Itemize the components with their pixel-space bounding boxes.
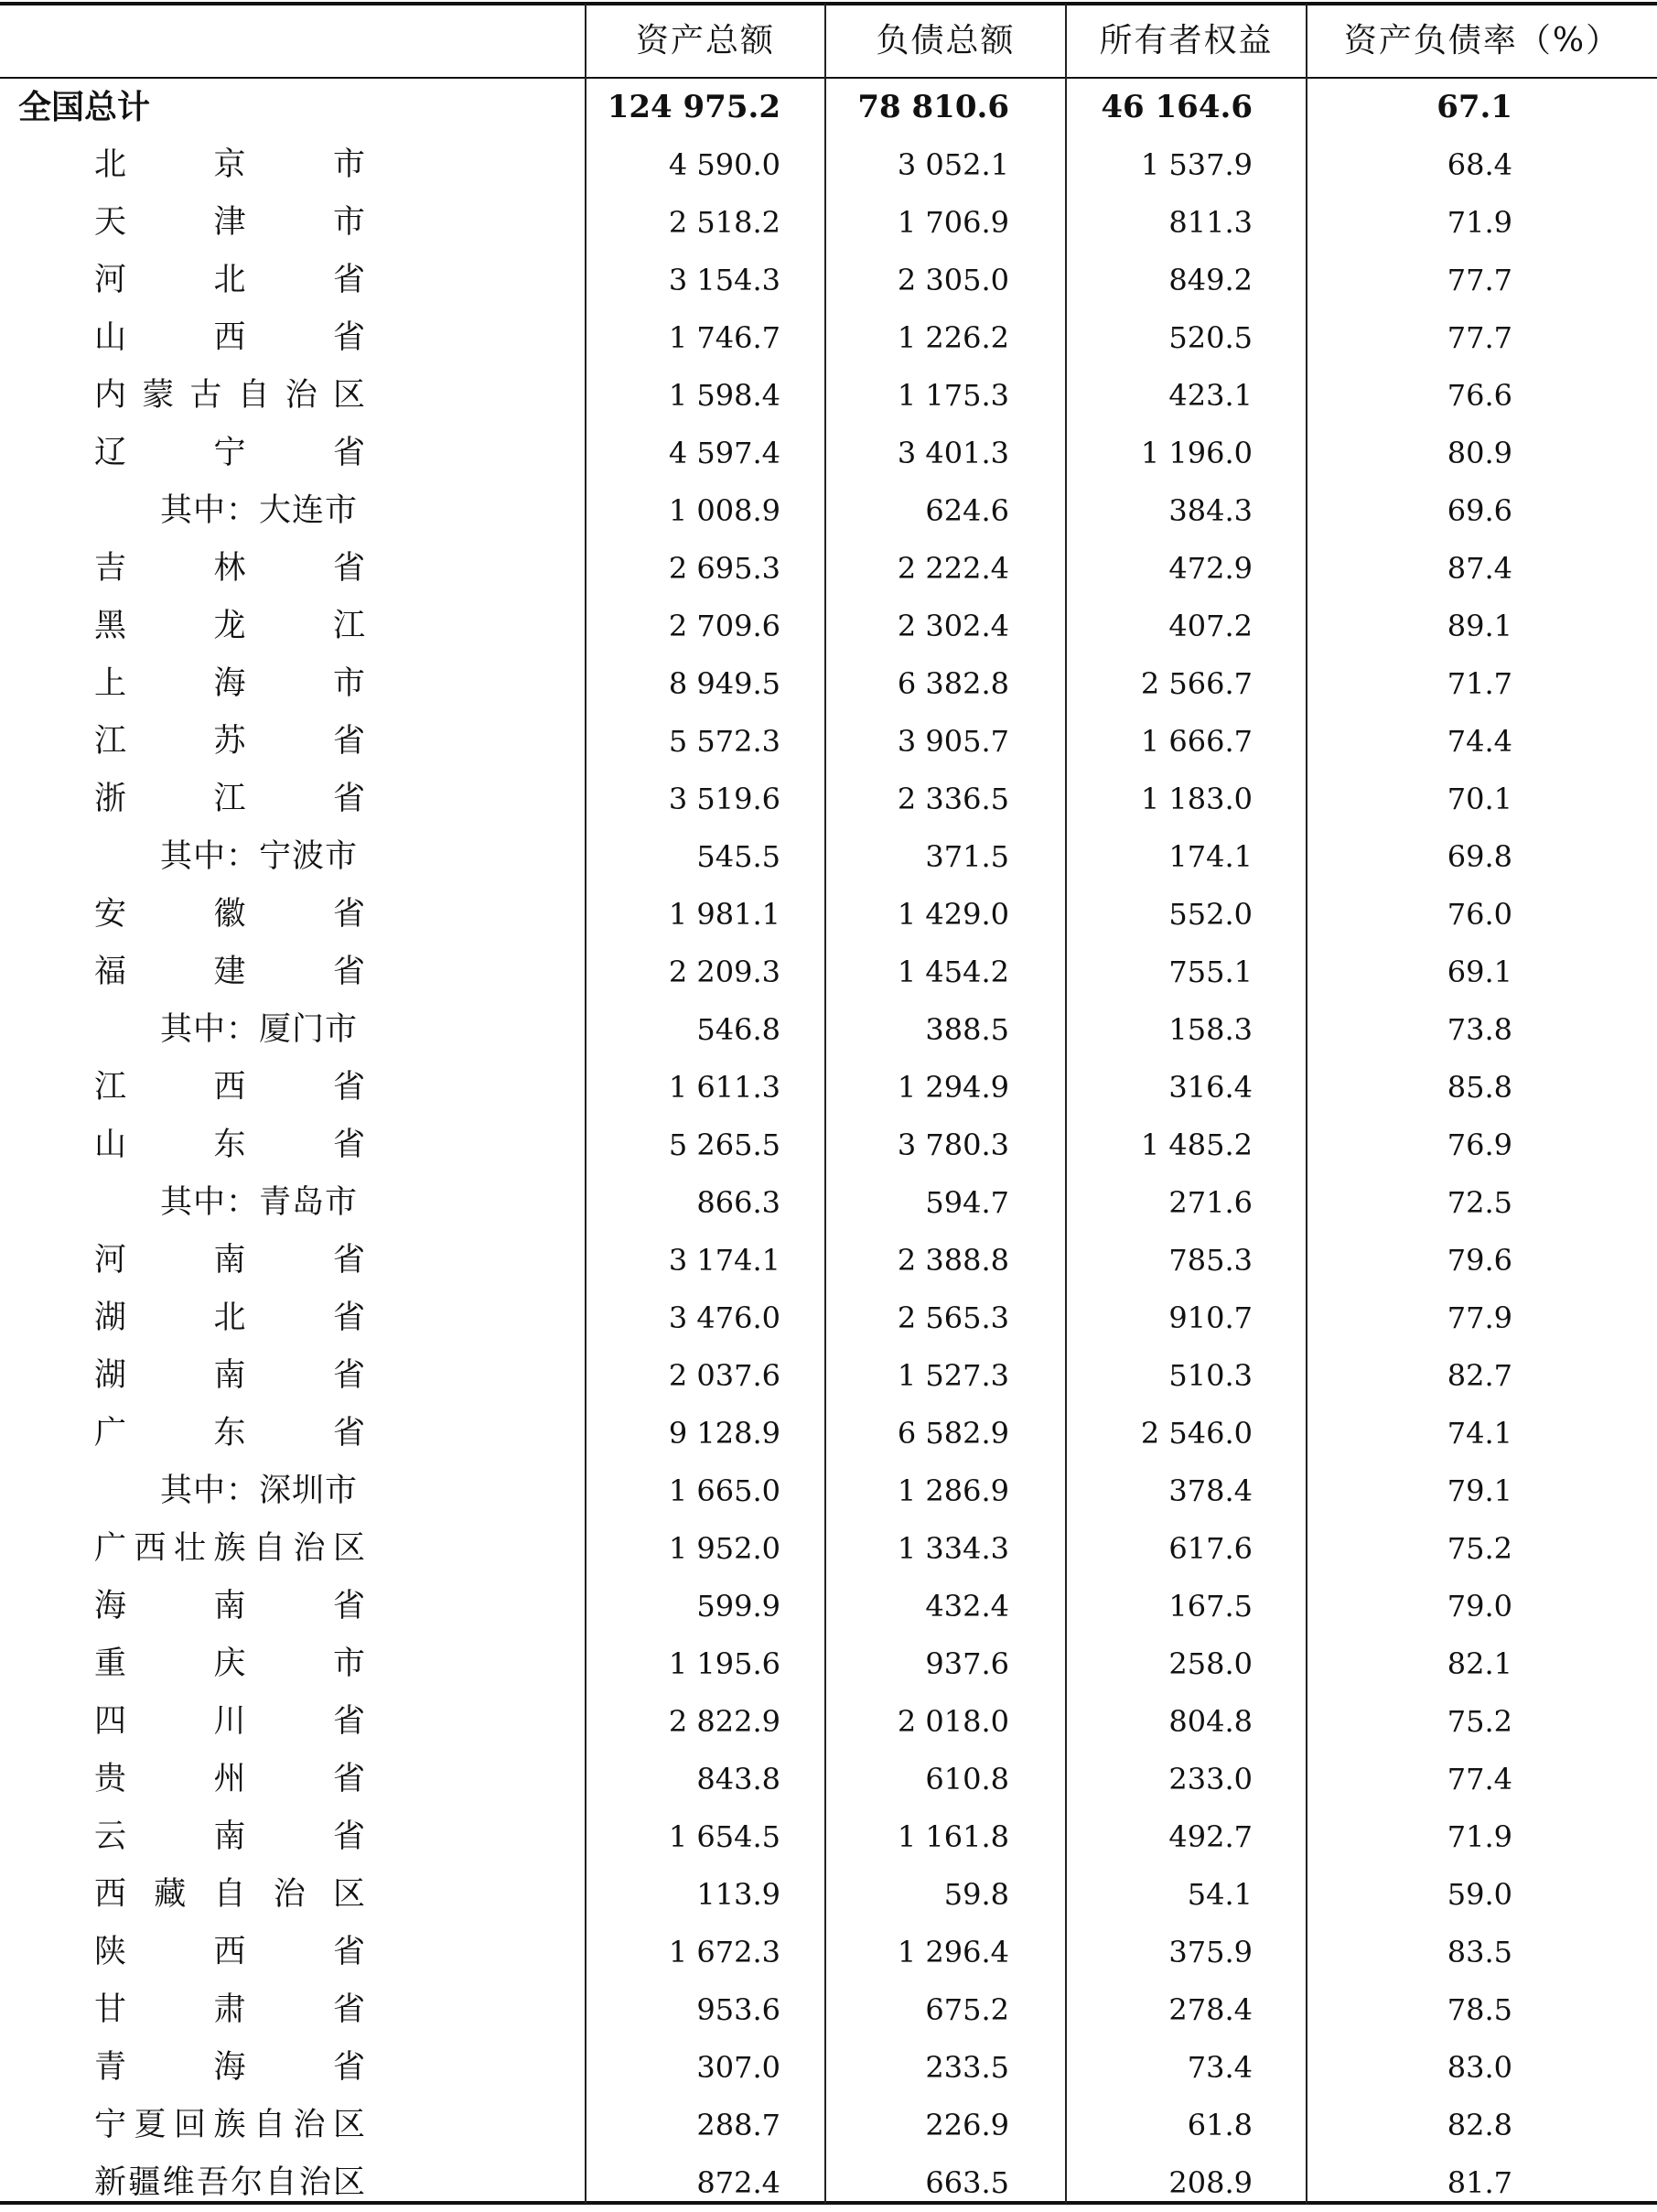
cell-total-assets: 1 981.1 — [668, 897, 780, 932]
cell-total-liabilities: 226.9 — [925, 2108, 1009, 2142]
cell-total-assets: 3 519.6 — [668, 782, 780, 816]
cell-debt-ratio: 77.7 — [1447, 320, 1512, 355]
cell-debt-ratio: 76.0 — [1447, 897, 1512, 932]
cell-owner-equity: 785.3 — [1168, 1243, 1253, 1278]
table-row — [0, 540, 1657, 598]
cell-total-assets: 599.9 — [696, 1589, 780, 1624]
cell-owner-equity: 271.6 — [1168, 1185, 1253, 1220]
cell-total-assets: 872.4 — [696, 2165, 780, 2200]
cell-owner-equity: 510.3 — [1168, 1358, 1253, 1393]
cell-owner-equity: 61.8 — [1187, 2108, 1253, 2142]
table-header — [0, 5, 1657, 77]
table-row — [0, 1808, 1657, 1866]
cell-debt-ratio: 82.7 — [1447, 1358, 1512, 1393]
table-row — [0, 1347, 1657, 1405]
row-label: 河南省 — [94, 1242, 365, 1279]
cell-total-assets: 2 822.9 — [668, 1704, 780, 1739]
cell-owner-equity: 423.1 — [1168, 378, 1253, 413]
cell-debt-ratio: 75.2 — [1447, 1531, 1512, 1566]
cell-owner-equity: 407.2 — [1168, 609, 1253, 643]
cell-debt-ratio: 77.7 — [1447, 263, 1512, 297]
cell-debt-ratio: 77.4 — [1447, 1762, 1512, 1797]
cell-total-assets: 2 518.2 — [668, 205, 780, 240]
row-label: 黑龙江 — [94, 608, 365, 644]
header-debt-ratio: 资产负债率（%） — [1343, 22, 1621, 59]
cell-debt-ratio: 71.9 — [1447, 205, 1512, 240]
row-label: 其中：宁波市 — [160, 838, 359, 875]
cell-owner-equity: 54.1 — [1187, 1877, 1253, 1912]
cell-owner-equity: 1 196.0 — [1140, 436, 1253, 470]
cell-debt-ratio: 80.9 — [1447, 436, 1512, 470]
cell-total-assets: 307.0 — [696, 2050, 780, 2085]
table-row — [0, 1462, 1657, 1520]
cell-debt-ratio: 79.6 — [1447, 1243, 1512, 1278]
row-label: 上海市 — [94, 665, 365, 702]
table-row — [0, 655, 1657, 713]
row-label: 重庆市 — [94, 1646, 365, 1682]
cell-owner-equity: 158.3 — [1168, 1012, 1253, 1047]
cell-total-assets: 4 590.0 — [668, 147, 780, 182]
row-label: 新疆维吾尔自治区 — [94, 2164, 365, 2201]
cell-owner-equity: 2 566.7 — [1140, 666, 1253, 701]
table-row — [0, 1578, 1657, 1635]
cell-total-liabilities: 78 810.6 — [857, 89, 1009, 125]
cell-total-liabilities: 371.5 — [925, 839, 1009, 874]
row-label: 天津市 — [94, 204, 365, 241]
row-label: 西藏自治区 — [94, 1876, 365, 1913]
cell-total-assets: 1 665.0 — [668, 1473, 780, 1508]
cell-total-liabilities: 2 018.0 — [897, 1704, 1009, 1739]
cell-total-assets: 1 598.4 — [668, 378, 780, 413]
table-row — [0, 1520, 1657, 1578]
cell-total-liabilities: 6 582.9 — [897, 1416, 1009, 1451]
table-row — [0, 2039, 1657, 2097]
cell-debt-ratio: 76.6 — [1447, 378, 1512, 413]
cell-debt-ratio: 83.0 — [1447, 2050, 1512, 2085]
header-owner-equity: 所有者权益 — [1099, 22, 1274, 59]
table-row — [0, 194, 1657, 252]
table-row — [0, 1693, 1657, 1751]
cell-total-liabilities: 1 294.9 — [897, 1070, 1009, 1105]
table-row — [0, 1635, 1657, 1693]
table-row — [0, 771, 1657, 828]
cell-total-liabilities: 1 706.9 — [897, 205, 1009, 240]
row-label: 安徽省 — [94, 896, 365, 933]
cell-total-assets: 9 128.9 — [668, 1416, 780, 1451]
cell-debt-ratio: 59.0 — [1447, 1877, 1512, 1912]
cell-owner-equity: 316.4 — [1168, 1070, 1253, 1105]
cell-total-liabilities: 937.6 — [925, 1646, 1009, 1681]
cell-total-assets: 1 611.3 — [668, 1070, 780, 1105]
row-label: 福建省 — [94, 954, 365, 990]
cell-total-liabilities: 3 401.3 — [897, 436, 1009, 470]
row-label: 河北省 — [94, 262, 365, 298]
row-label: 其中：深圳市 — [160, 1473, 359, 1509]
cell-total-liabilities: 2 305.0 — [897, 263, 1009, 297]
cell-owner-equity: 2 546.0 — [1140, 1416, 1253, 1451]
cell-total-assets: 5 265.5 — [668, 1128, 780, 1162]
cell-debt-ratio: 87.4 — [1447, 551, 1512, 586]
cell-debt-ratio: 76.9 — [1447, 1128, 1512, 1162]
cell-total-assets: 288.7 — [696, 2108, 780, 2142]
cell-owner-equity: 520.5 — [1168, 320, 1253, 355]
cell-owner-equity: 278.4 — [1168, 1992, 1253, 2027]
table-row — [0, 713, 1657, 771]
cell-owner-equity: 1 666.7 — [1140, 724, 1253, 759]
cell-total-liabilities: 2 388.8 — [897, 1243, 1009, 1278]
cell-total-assets: 545.5 — [696, 839, 780, 874]
cell-total-liabilities: 663.5 — [925, 2165, 1009, 2200]
cell-owner-equity: 233.0 — [1168, 1762, 1253, 1797]
table-row — [0, 1174, 1657, 1232]
cell-owner-equity: 378.4 — [1168, 1473, 1253, 1508]
table-row — [0, 482, 1657, 540]
cell-total-liabilities: 610.8 — [925, 1762, 1009, 1797]
cell-total-assets: 2 209.3 — [668, 955, 780, 989]
cell-total-liabilities: 1 175.3 — [897, 378, 1009, 413]
cell-total-assets: 3 476.0 — [668, 1300, 780, 1335]
row-label: 其中：厦门市 — [160, 1011, 359, 1048]
cell-debt-ratio: 79.0 — [1447, 1589, 1512, 1624]
cell-debt-ratio: 69.6 — [1447, 493, 1512, 528]
cell-total-assets: 1 195.6 — [668, 1646, 780, 1681]
row-label: 湖南省 — [94, 1357, 365, 1394]
cell-total-liabilities: 6 382.8 — [897, 666, 1009, 701]
cell-total-assets: 4 597.4 — [668, 436, 780, 470]
cell-owner-equity: 174.1 — [1168, 839, 1253, 874]
cell-total-assets: 1 746.7 — [668, 320, 780, 355]
cell-total-assets: 5 572.3 — [668, 724, 780, 759]
cell-debt-ratio: 75.2 — [1447, 1704, 1512, 1739]
cell-total-liabilities: 1 334.3 — [897, 1531, 1009, 1566]
cell-debt-ratio: 82.8 — [1447, 2108, 1512, 2142]
row-label: 宁夏回族自治区 — [94, 2107, 365, 2143]
cell-total-liabilities: 1 226.2 — [897, 320, 1009, 355]
cell-total-liabilities: 388.5 — [925, 1012, 1009, 1047]
table-row — [0, 309, 1657, 367]
cell-owner-equity: 811.3 — [1168, 205, 1253, 240]
cell-owner-equity: 472.9 — [1168, 551, 1253, 586]
cell-total-liabilities: 594.7 — [925, 1185, 1009, 1220]
table-row — [0, 598, 1657, 655]
cell-total-assets: 1 672.3 — [668, 1935, 780, 1969]
cell-total-assets: 1 008.9 — [668, 493, 780, 528]
cell-debt-ratio: 68.4 — [1447, 147, 1512, 182]
table-row — [0, 1981, 1657, 2039]
cell-total-liabilities: 2 222.4 — [897, 551, 1009, 586]
cell-debt-ratio: 67.1 — [1436, 89, 1512, 125]
table-row — [0, 1289, 1657, 1347]
table-row — [0, 1059, 1657, 1117]
cell-total-assets: 3 154.3 — [668, 263, 780, 297]
cell-debt-ratio: 77.9 — [1447, 1300, 1512, 1335]
cell-total-liabilities: 1 286.9 — [897, 1473, 1009, 1508]
row-label: 北京市 — [94, 146, 365, 183]
cell-debt-ratio: 69.8 — [1447, 839, 1512, 874]
cell-total-assets: 2 695.3 — [668, 551, 780, 586]
cell-debt-ratio: 79.1 — [1447, 1473, 1512, 1508]
cell-total-assets: 124 975.2 — [607, 89, 780, 125]
table-row — [0, 828, 1657, 886]
cell-total-assets: 1 952.0 — [668, 1531, 780, 1566]
header-total-assets: 资产总额 — [635, 22, 775, 59]
table-row — [0, 2097, 1657, 2154]
table-row — [0, 1001, 1657, 1059]
cell-total-assets: 843.8 — [696, 1762, 780, 1797]
row-label: 山东省 — [94, 1127, 365, 1163]
cell-total-liabilities: 1 161.8 — [897, 1819, 1009, 1854]
cell-total-liabilities: 675.2 — [925, 1992, 1009, 2027]
table-row — [0, 1924, 1657, 1981]
cell-total-liabilities: 59.8 — [943, 1877, 1009, 1912]
row-label: 其中：大连市 — [160, 492, 359, 529]
cell-owner-equity: 258.0 — [1168, 1646, 1253, 1681]
cell-total-liabilities: 1 527.3 — [897, 1358, 1009, 1393]
row-label: 内蒙古自治区 — [94, 377, 365, 414]
cell-debt-ratio: 70.1 — [1447, 782, 1512, 816]
table-row — [0, 1405, 1657, 1462]
table-row — [0, 367, 1657, 425]
cell-owner-equity: 552.0 — [1168, 897, 1253, 932]
row-label: 陕西省 — [94, 1934, 365, 1970]
table-row — [0, 2154, 1657, 2212]
cell-owner-equity: 208.9 — [1168, 2165, 1253, 2200]
table-row — [0, 1117, 1657, 1174]
row-label: 全国总计 — [18, 89, 151, 126]
row-label: 湖北省 — [94, 1300, 365, 1336]
cell-debt-ratio: 72.5 — [1447, 1185, 1512, 1220]
row-label: 贵州省 — [94, 1761, 365, 1797]
cell-debt-ratio: 74.1 — [1447, 1416, 1512, 1451]
cell-debt-ratio: 78.5 — [1447, 1992, 1512, 2027]
cell-total-liabilities: 1 454.2 — [897, 955, 1009, 989]
cell-total-liabilities: 3 052.1 — [897, 147, 1009, 182]
cell-owner-equity: 492.7 — [1168, 1819, 1253, 1854]
cell-total-liabilities: 2 565.3 — [897, 1300, 1009, 1335]
cell-total-assets: 546.8 — [696, 1012, 780, 1047]
cell-total-liabilities: 233.5 — [925, 2050, 1009, 2085]
cell-debt-ratio: 71.9 — [1447, 1819, 1512, 1854]
cell-total-assets: 8 949.5 — [668, 666, 780, 701]
table-row — [0, 1232, 1657, 1289]
cell-owner-equity: 849.2 — [1168, 263, 1253, 297]
row-label: 海南省 — [94, 1588, 365, 1624]
cell-total-liabilities: 624.6 — [925, 493, 1009, 528]
table-row — [0, 252, 1657, 309]
cell-owner-equity: 1 485.2 — [1140, 1128, 1253, 1162]
cell-debt-ratio: 73.8 — [1447, 1012, 1512, 1047]
cell-total-assets: 3 174.1 — [668, 1243, 780, 1278]
table-row — [0, 1866, 1657, 1924]
cell-debt-ratio: 81.7 — [1447, 2165, 1512, 2200]
row-label: 江苏省 — [94, 723, 365, 760]
row-label: 辽宁省 — [94, 435, 365, 471]
row-label: 山西省 — [94, 319, 365, 356]
table-body — [0, 79, 1657, 2201]
cell-total-assets: 1 654.5 — [668, 1819, 780, 1854]
row-label: 吉林省 — [94, 550, 365, 587]
cell-total-liabilities: 1 429.0 — [897, 897, 1009, 932]
cell-total-assets: 2 709.6 — [668, 609, 780, 643]
cell-total-liabilities: 2 302.4 — [897, 609, 1009, 643]
cell-owner-equity: 167.5 — [1168, 1589, 1253, 1624]
header-total-liabilities: 负债总额 — [876, 22, 1016, 59]
row-label: 江西省 — [94, 1069, 365, 1106]
table-row — [0, 886, 1657, 944]
cell-debt-ratio: 85.8 — [1447, 1070, 1512, 1105]
row-label: 四川省 — [94, 1703, 365, 1740]
cell-owner-equity: 1 537.9 — [1140, 147, 1253, 182]
cell-debt-ratio: 69.1 — [1447, 955, 1512, 989]
cell-total-assets: 953.6 — [696, 1992, 780, 2027]
cell-owner-equity: 384.3 — [1168, 493, 1253, 528]
cell-owner-equity: 617.6 — [1168, 1531, 1253, 1566]
row-label: 甘肃省 — [94, 1991, 365, 2028]
cell-owner-equity: 73.4 — [1187, 2050, 1253, 2085]
cell-owner-equity: 755.1 — [1168, 955, 1253, 989]
row-label: 浙江省 — [94, 781, 365, 817]
cell-owner-equity: 1 183.0 — [1140, 782, 1253, 816]
row-label: 青海省 — [94, 2049, 365, 2086]
table-row — [0, 1751, 1657, 1808]
cell-owner-equity: 910.7 — [1168, 1300, 1253, 1335]
row-label: 云南省 — [94, 1818, 365, 1855]
table-row — [0, 944, 1657, 1001]
table-row — [0, 136, 1657, 194]
table-row-national-total — [0, 79, 1657, 136]
cell-owner-equity: 804.8 — [1168, 1704, 1253, 1739]
cell-total-liabilities: 432.4 — [925, 1589, 1009, 1624]
cell-debt-ratio: 83.5 — [1447, 1935, 1512, 1969]
cell-total-liabilities: 2 336.5 — [897, 782, 1009, 816]
cell-owner-equity: 46 164.6 — [1101, 89, 1253, 125]
row-label: 广东省 — [94, 1415, 365, 1451]
cell-total-liabilities: 1 296.4 — [897, 1935, 1009, 1969]
cell-debt-ratio: 71.7 — [1447, 666, 1512, 701]
cell-total-assets: 866.3 — [696, 1185, 780, 1220]
cell-debt-ratio: 82.1 — [1447, 1646, 1512, 1681]
cell-debt-ratio: 74.4 — [1447, 724, 1512, 759]
table-row — [0, 425, 1657, 482]
row-label: 其中：青岛市 — [160, 1184, 359, 1221]
row-label: 广西壮族自治区 — [94, 1530, 365, 1567]
cell-owner-equity: 375.9 — [1168, 1935, 1253, 1969]
cell-total-liabilities: 3 905.7 — [897, 724, 1009, 759]
cell-total-assets: 113.9 — [696, 1877, 780, 1912]
cell-total-assets: 2 037.6 — [668, 1358, 780, 1393]
cell-debt-ratio: 89.1 — [1447, 609, 1512, 643]
cell-total-liabilities: 3 780.3 — [897, 1128, 1009, 1162]
